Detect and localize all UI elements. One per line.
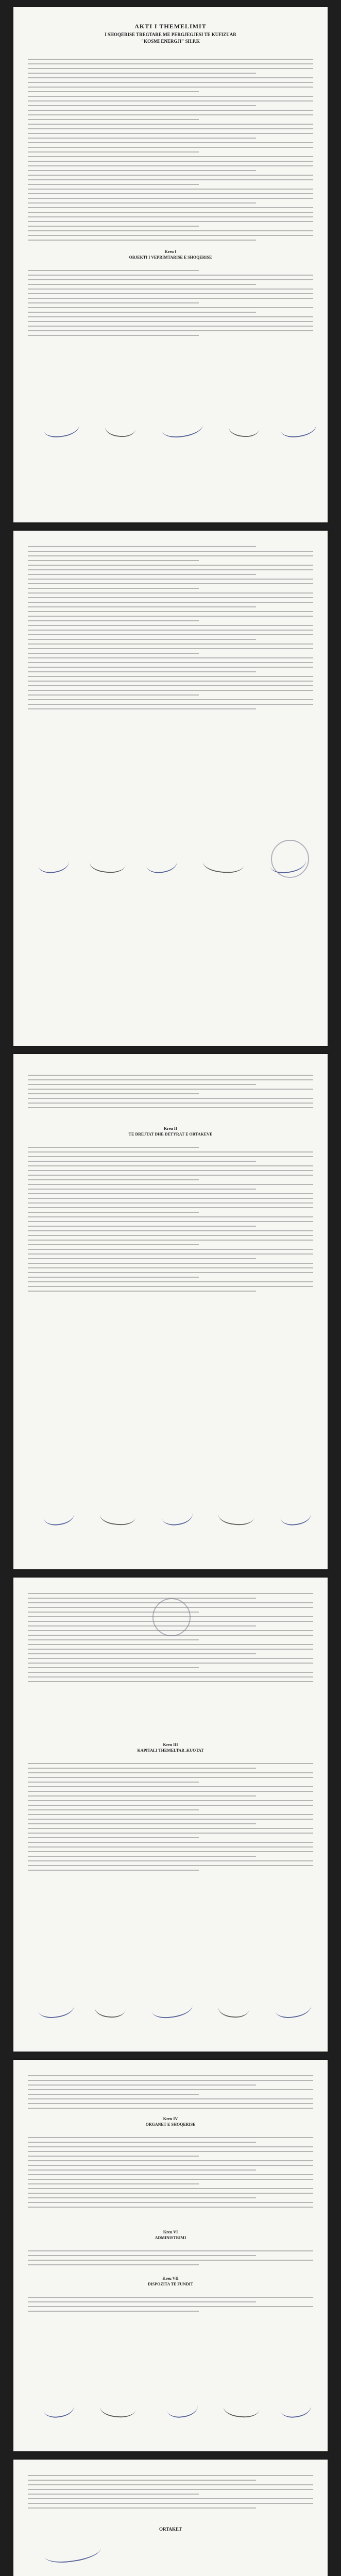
section-title: DISPOZITA TE FUNDIT <box>147 2282 194 2286</box>
signature-image <box>217 1503 255 1527</box>
signature-image <box>42 2396 76 2419</box>
signature-image <box>279 415 318 439</box>
section-heading: Kreu VII <box>162 2276 179 2281</box>
document-page-5 <box>13 2060 328 2451</box>
signature-row <box>28 1990 313 2021</box>
signature-image <box>42 415 81 439</box>
section-title: TE DREJTAT DHE DETYRAT E ORTAKEVE <box>128 1132 213 1137</box>
section-body <box>28 1763 313 1874</box>
section-title: KAPITALI THEMELTAR ,KUOTAT <box>137 1748 204 1753</box>
signature-image <box>279 1503 313 1527</box>
clauses-text <box>28 546 313 713</box>
signature-image <box>150 1995 194 2021</box>
notary-stamp <box>152 1598 191 1636</box>
signature-image <box>228 416 261 438</box>
section-body <box>28 2137 313 2211</box>
signature-image <box>166 2396 199 2419</box>
document-page-4 <box>13 1578 328 2052</box>
signature-image <box>99 1503 137 1527</box>
section-body <box>28 1147 313 1295</box>
signature-image <box>42 1503 76 1527</box>
signature-image <box>217 1996 250 2019</box>
signature-image <box>104 416 137 438</box>
signature-image <box>37 851 71 875</box>
signature-row <box>28 1497 313 1528</box>
document-page-6 <box>13 2460 328 2576</box>
signature-image <box>161 1503 194 1527</box>
signature-row <box>28 845 313 876</box>
founder-signature-list <box>44 2542 297 2576</box>
section-body <box>28 2297 313 2315</box>
document-page-1 <box>13 7 328 522</box>
notary-stamp <box>271 840 309 878</box>
section-body <box>28 2250 313 2269</box>
document-page-3 <box>13 1054 328 1569</box>
signature-image <box>279 2396 313 2419</box>
signature-row <box>28 2389 313 2420</box>
document-page-2 <box>13 531 328 1046</box>
founders-paragraph <box>28 59 313 244</box>
section-heading: Kreu IV <box>163 2116 178 2121</box>
company-name: "KOSMI ENERGJI" SH.P.K <box>141 39 200 44</box>
signature-image <box>43 2570 91 2576</box>
document-subtitle: I SHOQERISE TREGTARE ME PERGJEGJESI TE KUFIZUAR <box>105 32 236 37</box>
signature-image <box>37 1995 76 2020</box>
signature-image <box>161 415 204 440</box>
signature-image <box>43 2538 102 2566</box>
signature-row <box>28 409 313 440</box>
document-title: AKTI I THEMELIMIT <box>134 23 207 30</box>
clauses-text <box>28 2075 313 2112</box>
clauses-text <box>28 1075 313 1112</box>
signature-image <box>145 851 179 875</box>
section-heading: Kreu II <box>164 1126 177 1131</box>
signature-image <box>94 1996 127 2019</box>
signature-image <box>274 1995 313 2020</box>
clauses-text <box>28 2475 313 2512</box>
signature-image <box>89 851 127 874</box>
section-title: OBJEKTI I VEPRIMTARISE E SHOQERISE <box>129 255 212 260</box>
section-title: ADMINISTRIMI <box>155 2235 186 2240</box>
section-heading: Kreu VI <box>163 2230 178 2234</box>
section-body <box>28 270 313 340</box>
section-title: ORGANET E SHOQERISE <box>145 2122 196 2127</box>
section-heading: ORTAKET <box>159 2527 182 2532</box>
section-heading: Kreu I <box>164 249 177 254</box>
signature-image <box>99 2396 137 2419</box>
signature-image <box>202 851 245 875</box>
section-heading: Kreu III <box>163 1742 178 1747</box>
signature-image <box>223 2396 261 2419</box>
